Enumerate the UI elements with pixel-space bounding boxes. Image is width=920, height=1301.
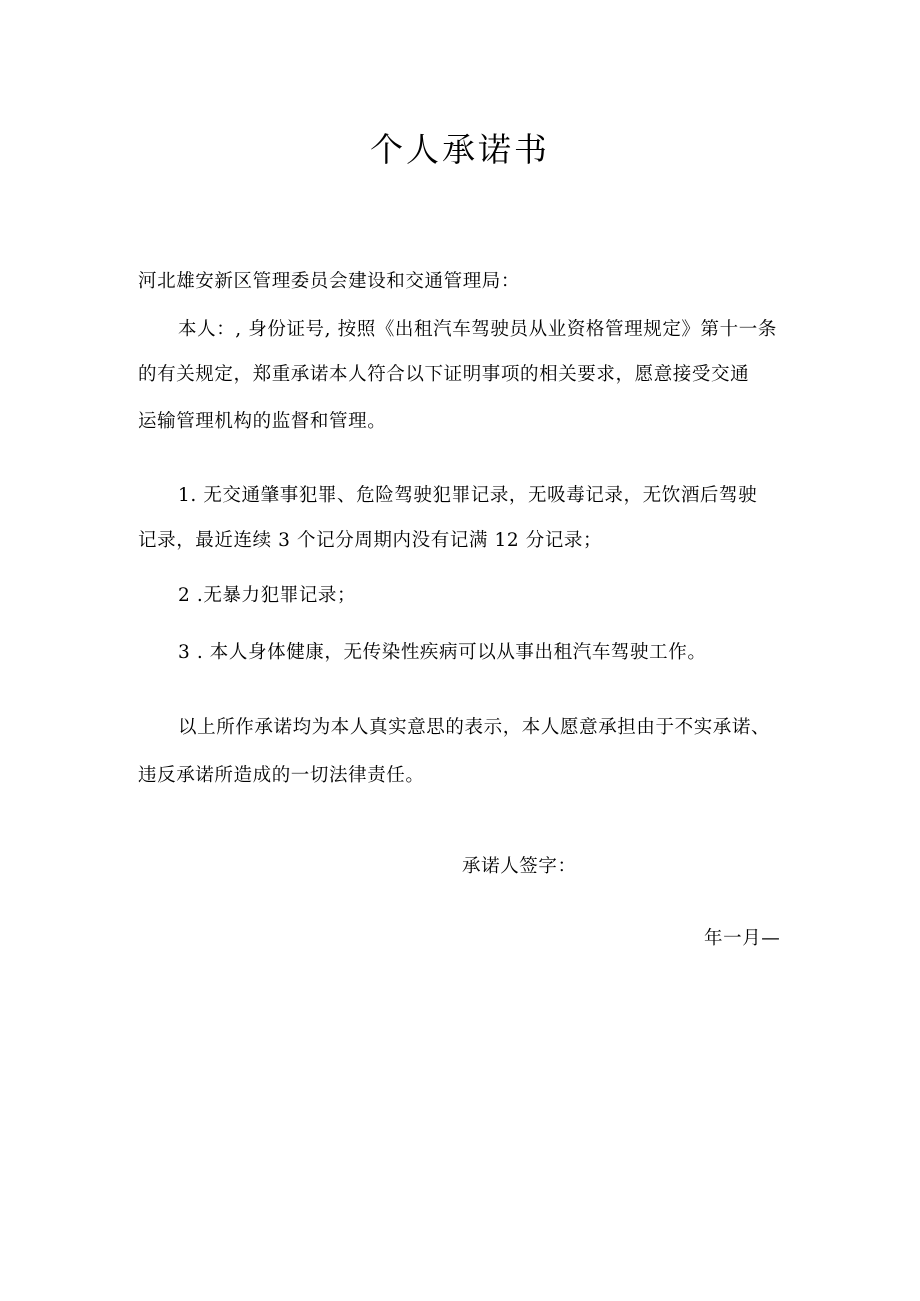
paragraph1-line3: 运输管理机构的监督和管理。 bbox=[138, 411, 387, 432]
signature-label: 承诺人签字： bbox=[462, 856, 577, 877]
item1-line1: 1. 无交通肇事犯罪、危险驾驶犯罪记录，无吸毒记录，无饮酒后驾驶 bbox=[178, 485, 758, 506]
closing-line2: 违反承诺所造成的一切法律责任。 bbox=[138, 765, 425, 786]
document-title: 个人承诺书 bbox=[370, 130, 550, 169]
addressee: 河北雄安新区管理委员会建设和交通管理局： bbox=[138, 271, 521, 292]
date-label: 年一月— bbox=[704, 928, 781, 949]
paragraph1-line1: 本人：, 身份证号, 按照《出租汽车驾驶员从业资格管理规定》第十一条 bbox=[178, 319, 777, 340]
closing-line1: 以上所作承诺均为本人真实意思的表示，本人愿意承担由于不实承诺、 bbox=[178, 717, 771, 738]
item1-line2: 记录，最近连续 3 个记分周期内没有记满 12 分记录； bbox=[138, 530, 603, 551]
item3: 3 . 本人身体健康，无传染性疾病可以从事出租汽车驾驶工作。 bbox=[178, 642, 707, 663]
paragraph1-line2: 的有关规定，郑重承诺本人符合以下证明事项的相关要求，愿意接受交通 bbox=[138, 364, 750, 385]
item2: 2 .无暴力犯罪记录； bbox=[178, 585, 357, 606]
